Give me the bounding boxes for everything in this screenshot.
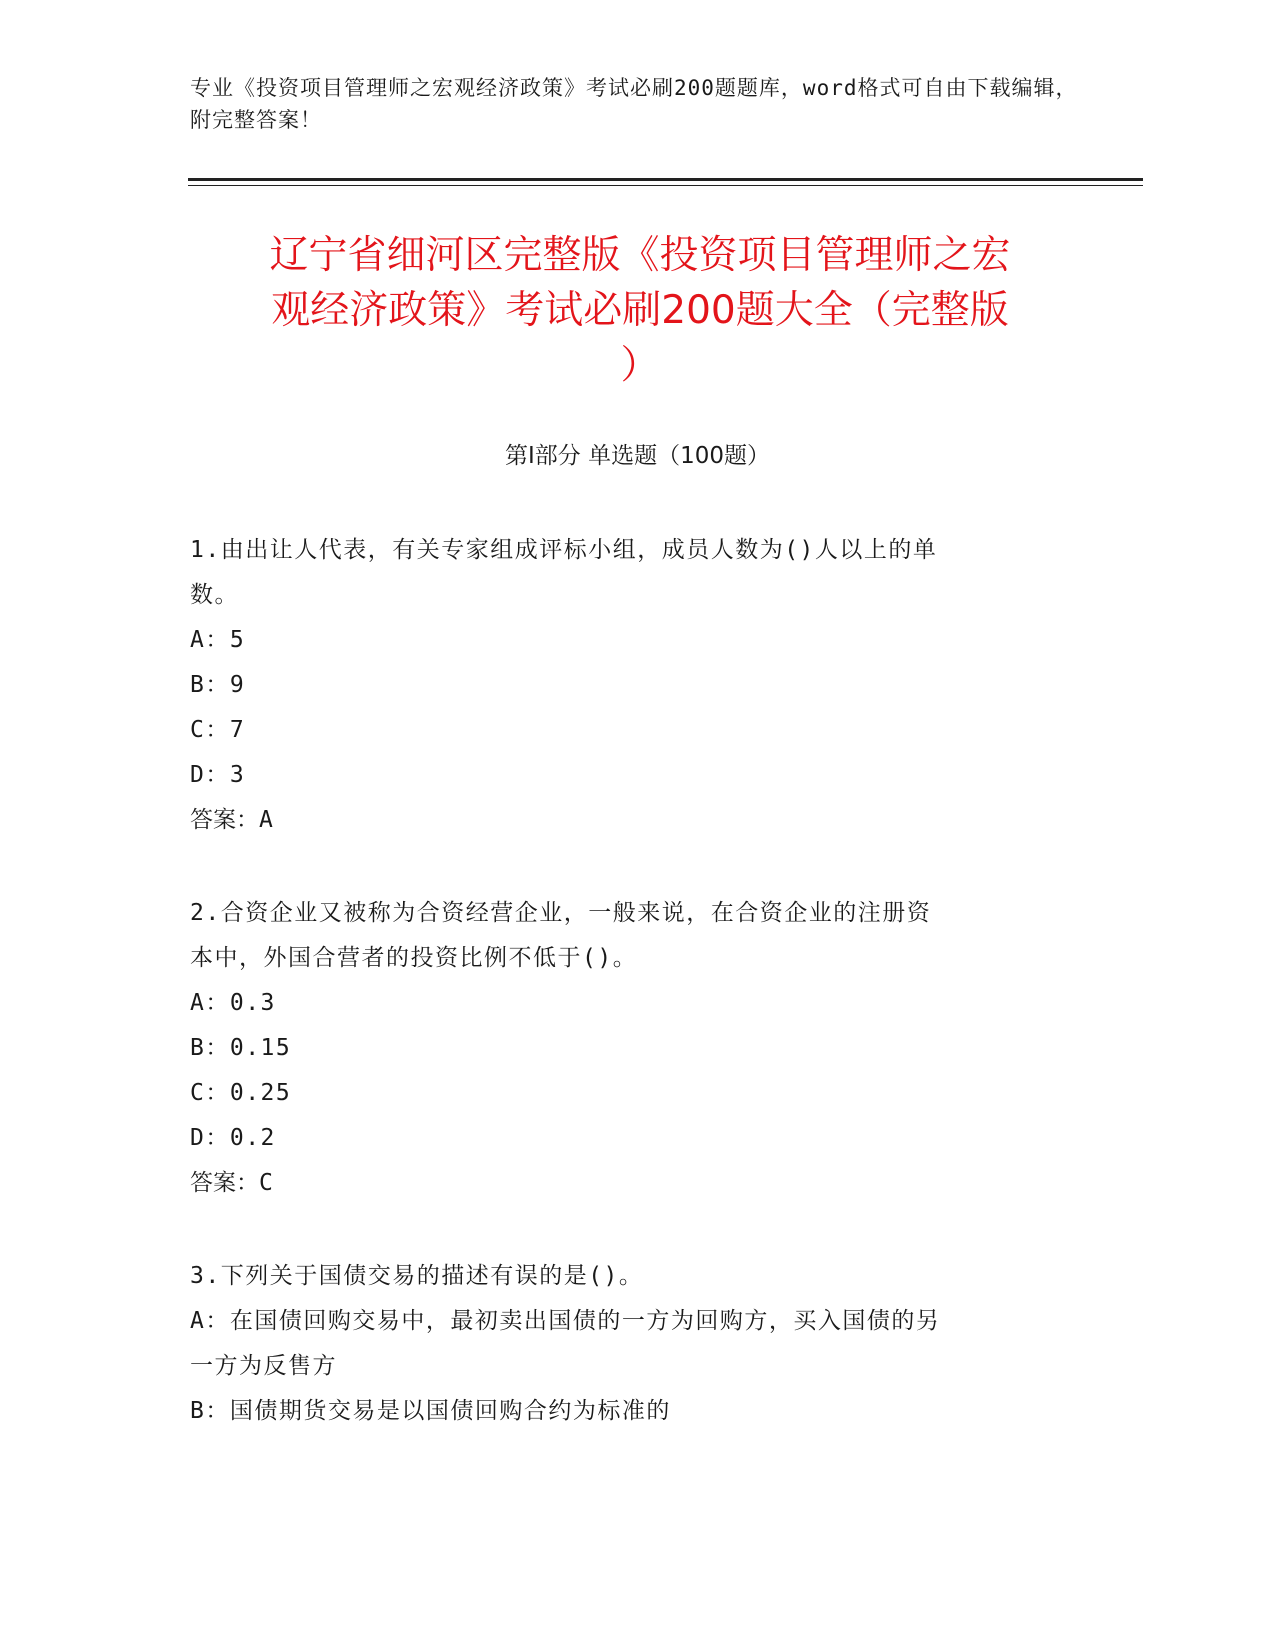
option-b: B：9 [190, 672, 246, 698]
option-a-continued: 一方为反售方 [190, 1353, 337, 1379]
answer-value: C [259, 1170, 273, 1196]
question-2 [190, 891, 1090, 1206]
title-line-2: 观经济政策》考试必刷200题大全（完整版 [271, 288, 1009, 333]
question-stem: 数。 [190, 582, 239, 608]
option-b: B：国债期货交易是以国债回购合约为标准的 [190, 1398, 671, 1424]
document-title [190, 228, 1090, 393]
option-a: A：0.3 [190, 990, 276, 1016]
question-list [190, 528, 1090, 1482]
answer-label: 答案： [190, 807, 259, 833]
answer-label: 答案： [190, 1170, 259, 1196]
option-d: D：0.2 [190, 1125, 276, 1151]
header-rule-thick [188, 178, 1143, 181]
option-b: B：0.15 [190, 1035, 292, 1061]
answer [190, 798, 1090, 843]
question-3 [190, 1254, 1090, 1434]
question-stem: 3.下列关于国债交易的描述有误的是()。 [190, 1263, 644, 1289]
answer [190, 1161, 1090, 1206]
option-c: C：0.25 [190, 1080, 292, 1106]
option-a: A：5 [190, 627, 246, 653]
question-stem: 1.由出让人代表，有关专家组成评标小组，成员人数为()人以上的单 [190, 537, 938, 563]
answer-value: A [259, 807, 273, 833]
option-d: D：3 [190, 762, 246, 788]
option-c: C：7 [190, 717, 246, 743]
question-1 [190, 528, 1090, 843]
question-stem: 本中，外国合营者的投资比例不低于()。 [190, 945, 638, 971]
question-stem: 2.合资企业又被称为合资经营企业，一般来说，在合资企业的注册资 [190, 900, 932, 926]
header-rule-thin [188, 185, 1143, 186]
section-title: 第Ⅰ部分 单选题（100题） [505, 443, 770, 469]
title-line-3: ） [620, 343, 660, 388]
document-intro: 专业《投资项目管理师之宏观经济政策》考试必刷200题题库，word格式可自由下载编辑，附完整答案！ [190, 76, 1078, 132]
title-line-1: 辽宁省细河区完整版《投资项目管理师之宏 [269, 233, 1011, 278]
option-a: A：在国债回购交易中，最初卖出国债的一方为回购方，买入国债的另 [190, 1308, 941, 1334]
